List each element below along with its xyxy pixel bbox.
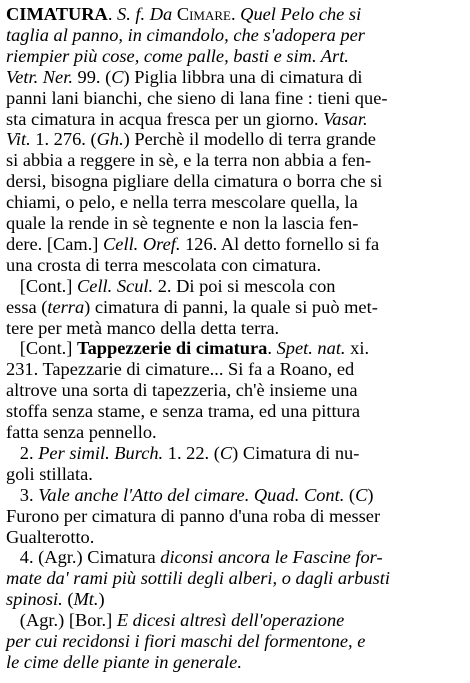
text-span: 231. Tapezzarie di cimature... Si fa a Roano, ed <box>6 359 355 380</box>
text-span: mate da' rami più sottili degli alberi, o dagli arbusti <box>6 568 391 589</box>
text-line <box>6 212 358 234</box>
text-span: . <box>230 4 241 24</box>
text-line <box>6 421 157 443</box>
text-span: (Agr.) [Bor.] <box>6 610 117 631</box>
text-span: ( <box>344 484 356 505</box>
text-line <box>6 3 361 25</box>
text-line <box>6 275 335 297</box>
text-span: Vetr. Ner. <box>6 66 73 87</box>
text-span: 1. 22. ( <box>163 442 220 463</box>
text-span: C <box>219 442 233 463</box>
text-line <box>6 45 349 67</box>
text-line <box>6 463 93 485</box>
text-line <box>6 484 373 506</box>
text-line <box>6 358 354 380</box>
text-span: Furono per cimatura di panno d'una roba di messer <box>6 505 381 526</box>
text-line <box>6 505 380 527</box>
text-span: fatta senza pennello. <box>6 422 157 442</box>
text-span: 126. Al detto fornello si fa <box>180 233 380 254</box>
text-span: ) cimatura di panni, la quale si può met- <box>84 296 378 317</box>
text-line <box>6 546 383 568</box>
text-span: tere per metà manco della detta terra. <box>6 317 280 338</box>
text-span: taglia al panno, in cimandolo, che s'adopera per <box>6 24 365 45</box>
text-span: Vale anche l'Atto del cimare. Quad. Cont. <box>38 484 345 505</box>
text-span: C <box>355 484 368 505</box>
text-span: diconsi ancora le Fascine for- <box>160 547 383 568</box>
text-span: Cell. Oref. <box>103 233 181 254</box>
text-line <box>6 108 368 130</box>
text-span: Tappezzerie di cimatura <box>77 338 268 359</box>
text-line <box>6 337 369 359</box>
text-span: . <box>267 338 277 359</box>
text-span: una crosta di terra mescolata con cimatura. <box>6 254 322 275</box>
text-span: ) <box>367 484 374 505</box>
text-line <box>6 526 94 548</box>
text-span: 99. ( <box>72 66 112 87</box>
text-span: altrove una sorta di tapezzeria, ch'è insieme una <box>6 380 358 401</box>
text-span: Vit. <box>6 129 31 150</box>
text-span: Gualterotto. <box>6 526 95 547</box>
text-line <box>6 191 358 213</box>
text-line <box>6 128 376 150</box>
text-span: S. f. Da <box>117 4 177 24</box>
text-span: essa ( <box>6 296 48 317</box>
text-span: 4. (Agr.) Cimatura <box>6 547 161 568</box>
text-span: Vasar. <box>323 108 368 129</box>
text-span: goli stillata. <box>6 463 93 484</box>
text-span: dere. [Cam.] <box>6 233 104 254</box>
text-line <box>6 66 363 88</box>
text-span: . <box>107 4 118 24</box>
text-span: panni lani bianchi, che sieno di lana fine : tieni que- <box>6 87 388 108</box>
text-span: le cime delle piante in generale. <box>6 651 242 672</box>
text-line <box>6 87 387 109</box>
text-line <box>6 254 321 276</box>
text-line <box>6 588 105 610</box>
text-line <box>6 317 279 339</box>
text-span: E dicesi altresì dell'operazione <box>116 610 345 631</box>
text-span: 3. <box>6 484 39 505</box>
text-span: C <box>111 66 124 87</box>
text-line <box>6 149 371 171</box>
text-span: ) Piglia libbra una di cimatura di <box>123 66 363 87</box>
text-line <box>6 24 365 46</box>
text-span: ) Cimatura di nu- <box>232 442 360 463</box>
text-span: Quel Pelo che si <box>240 4 362 24</box>
text-span: Spet. nat. <box>276 338 346 359</box>
text-span: xi. <box>345 338 370 359</box>
text-span: Cell. Scul. <box>77 275 154 296</box>
text-line <box>6 630 365 652</box>
text-span: si abbia a reggere in sè, e la terra non abbia a fen- <box>6 150 372 171</box>
text-span: Per simil. Burch. <box>38 442 164 463</box>
text-span: CIMATURA <box>6 4 108 24</box>
text-span: 2. <box>6 442 39 463</box>
text-span: 1. 276. ( <box>30 129 97 150</box>
text-line <box>6 400 360 422</box>
text-line <box>6 609 344 631</box>
text-span: terra <box>47 296 85 317</box>
text-span: Cimare <box>176 4 231 24</box>
text-span: dersi, bisogna pigliare della cimatura o borra che si <box>6 171 383 192</box>
text-span: [Cont.] <box>6 275 78 296</box>
text-span: quale la rende in sè tegnente e non la lascia fen- <box>6 213 359 233</box>
text-span: riempier più cose, come palle, basti e sim. Art. <box>6 45 349 66</box>
text-span: ) Perchè il modello di terra grande <box>123 129 376 150</box>
text-span: Gh. <box>96 129 124 150</box>
text-span: per cui recidonsi i fiori maschi del formentone, e <box>6 631 366 651</box>
text-line <box>6 233 379 255</box>
text-span: stoffa senza stame, e senza trama, ed una pittura <box>6 401 361 422</box>
text-span: spinosi. <box>6 589 63 610</box>
text-line <box>6 567 390 589</box>
text-span: chiami, o pelo, e nella terra mescolare quella, la <box>6 192 358 213</box>
text-span: ) <box>98 589 105 610</box>
text-line <box>6 442 359 464</box>
text-span: sta cimatura in acqua fresca per un giorno. <box>6 108 324 129</box>
text-line <box>6 651 242 673</box>
text-span: [Cont.] <box>6 338 78 359</box>
text-line <box>6 296 378 318</box>
text-line <box>6 379 358 401</box>
text-span: Mt. <box>73 589 99 610</box>
text-line <box>6 170 382 192</box>
text-span: 2. Di poi si mescola con <box>153 275 336 296</box>
text-span: ( <box>62 589 74 610</box>
